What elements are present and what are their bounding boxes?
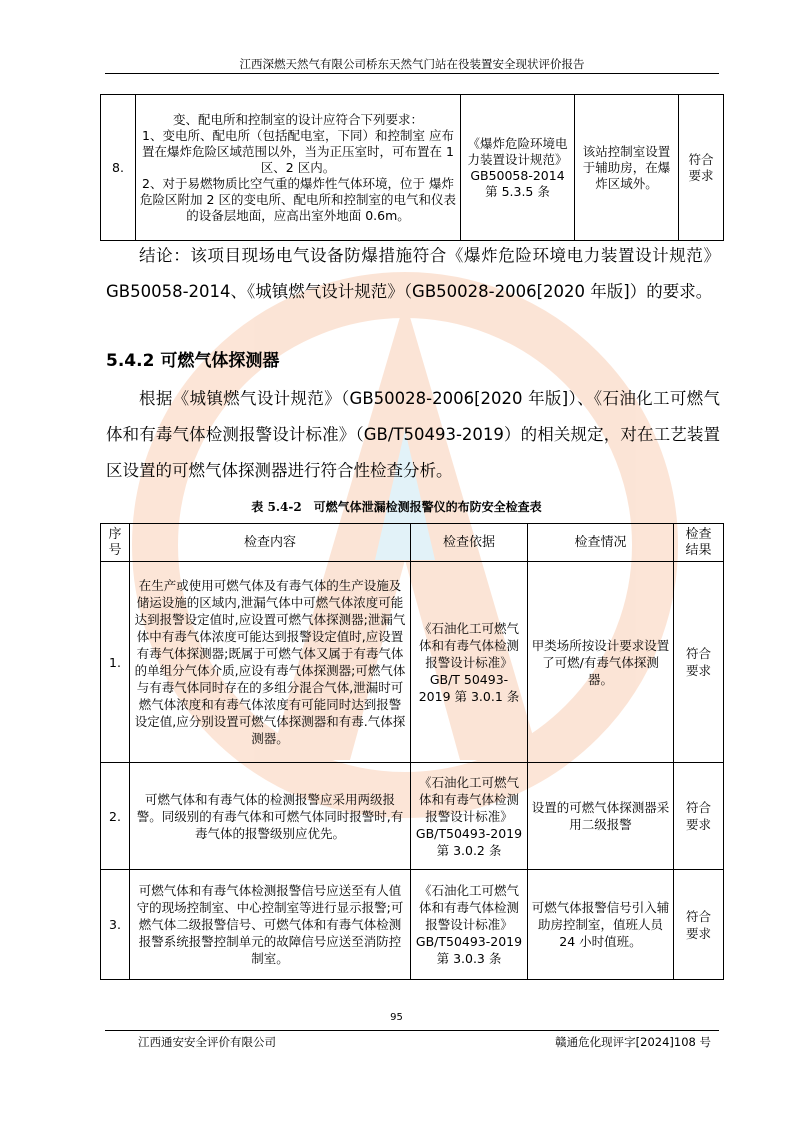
check-situation: 设置的可燃气体探测器采用二级报警 bbox=[528, 763, 674, 870]
page-header: 江西深燃天然气有限公司桥东天然气门站在役装置安全现状评价报告 bbox=[239, 57, 585, 71]
table-row bbox=[101, 870, 724, 980]
gas-detector-check-table bbox=[100, 523, 724, 980]
header-situation: 检查情况 bbox=[528, 524, 674, 562]
check-situation: 该站控制室设置于辅助房，在爆炸区域外。 bbox=[575, 95, 679, 241]
header-result: 检查 结果 bbox=[674, 524, 724, 562]
footer-rule bbox=[105, 1030, 719, 1031]
footer-company: 江西通安安全评价有限公司 bbox=[138, 1035, 276, 1049]
footer-report-number: 赣通危化现评字[2024]108 号 bbox=[555, 1035, 711, 1049]
check-basis: 《石油化工可燃气体和有毒气体检测报警设计标准》GB/T 50493-2019 第 3.0.1 条 bbox=[411, 562, 528, 763]
row-no: 8. bbox=[101, 95, 136, 241]
table-row bbox=[101, 763, 724, 870]
header-rule bbox=[105, 73, 719, 74]
row-no: 1. bbox=[101, 562, 130, 763]
check-content: 在生产或使用可燃气体及有毒气体的生产设施及储运设施的区域内,泄漏气体中可燃气体浓度可能达到报警设定值时,应设置可燃气体探测器;泄漏气体中有毒气体浓度可能达到报警设定值时,应设置有毒气体探测器;既属于可燃气体又属于有毒气体的单组分气体介质,应设有毒气体探测器;可燃气体与有毒气体同时存在的多组分混合气体,泄漏时可燃气体浓度和有毒气体浓度有可能同时达到报警设定值,应分别设置可燃气体探测器和有毒.气体探测器。 bbox=[130, 562, 411, 763]
row-no: 2. bbox=[101, 763, 130, 870]
check-basis: 《爆炸危险环境电力装置设计规范》 GB50058-2014 第 5.3.5 条 bbox=[461, 95, 575, 241]
check-basis: 《石油化工可燃气体和有毒气体检测报警设计标准》 GB/T50493-2019 第 3.0.3 条 bbox=[411, 870, 528, 980]
electrical-check-table-continued bbox=[100, 94, 724, 241]
conclusion-paragraph: 结论：该项目现场电气设备防爆措施符合《爆炸危险环境电力装置设计规范》GB50058-2014、《城镇燃气设计规范》（GB50028-2006[2020 年版]）的要求。 bbox=[106, 246, 720, 301]
check-content: 可燃气体和有毒气体的检测报警应采用两级报警。同级别的有毒气体和可燃气体同时报警时,有毒气体的报警级别应优先。 bbox=[130, 763, 411, 870]
check-basis: 《石油化工可燃气体和有毒气体检测报警设计标准》 GB/T50493-2019 第 3.0.2 条 bbox=[411, 763, 528, 870]
table-row bbox=[101, 562, 724, 763]
section-heading: 5.4.2 可燃气体探测器 bbox=[106, 351, 280, 371]
header-basis: 检查依据 bbox=[411, 524, 528, 562]
table-row bbox=[101, 95, 724, 241]
page-number: 95 bbox=[390, 1012, 403, 1023]
check-result: 符合 要求 bbox=[674, 763, 724, 870]
check-content: 变、配电所和控制室的设计应符合下列要求： 1、变电所、配电所（包括配电室，下同）和控制室 应布置在爆炸危险区域范围以外，当为正压室时，可布置在 1 区、2 区内。 2、对于易燃物质比空气重的爆炸性气体环境，位于 爆炸危险区附加 2 区的变电所、配电所和控制室的电气和仪表的设备层地面，应高出室外地面 0.6m。 bbox=[136, 95, 461, 241]
header-no: 序 号 bbox=[101, 524, 130, 562]
intro-paragraph: 根据《城镇燃气设计规范》（GB50028-2006[2020 年版]）、《石油化工可燃气体和有毒气体检测报警设计标准》（GB/T50493-2019）的相关规定，对在工艺装置区设置的可燃气体探测器进行符合性检查分析。 bbox=[106, 389, 720, 480]
row-no: 3. bbox=[101, 870, 130, 980]
check-situation: 甲类场所按设计要求设置了可燃/有毒气体探测器。 bbox=[528, 562, 674, 763]
check-result: 符合 要求 bbox=[679, 95, 724, 241]
table-caption: 表 5.4-2 可燃气体泄漏检测报警仪的布防安全检查表 bbox=[251, 500, 542, 514]
header-content: 检查内容 bbox=[130, 524, 411, 562]
check-content: 可燃气体和有毒气体检测报警信号应送至有人值守的现场控制室、中心控制室等进行显示报警;可燃气体二级报警信号、可燃气体和有毒气体检测报警系统报警控制单元的故障信号应送至消防控制室。 bbox=[130, 870, 411, 980]
check-result: 符合 要求 bbox=[674, 870, 724, 980]
check-result: 符合 要求 bbox=[674, 562, 724, 763]
check-situation: 可燃气体报警信号引入辅助房控制室，值班人员 24 小时值班。 bbox=[528, 870, 674, 980]
table-header-row bbox=[101, 524, 724, 562]
